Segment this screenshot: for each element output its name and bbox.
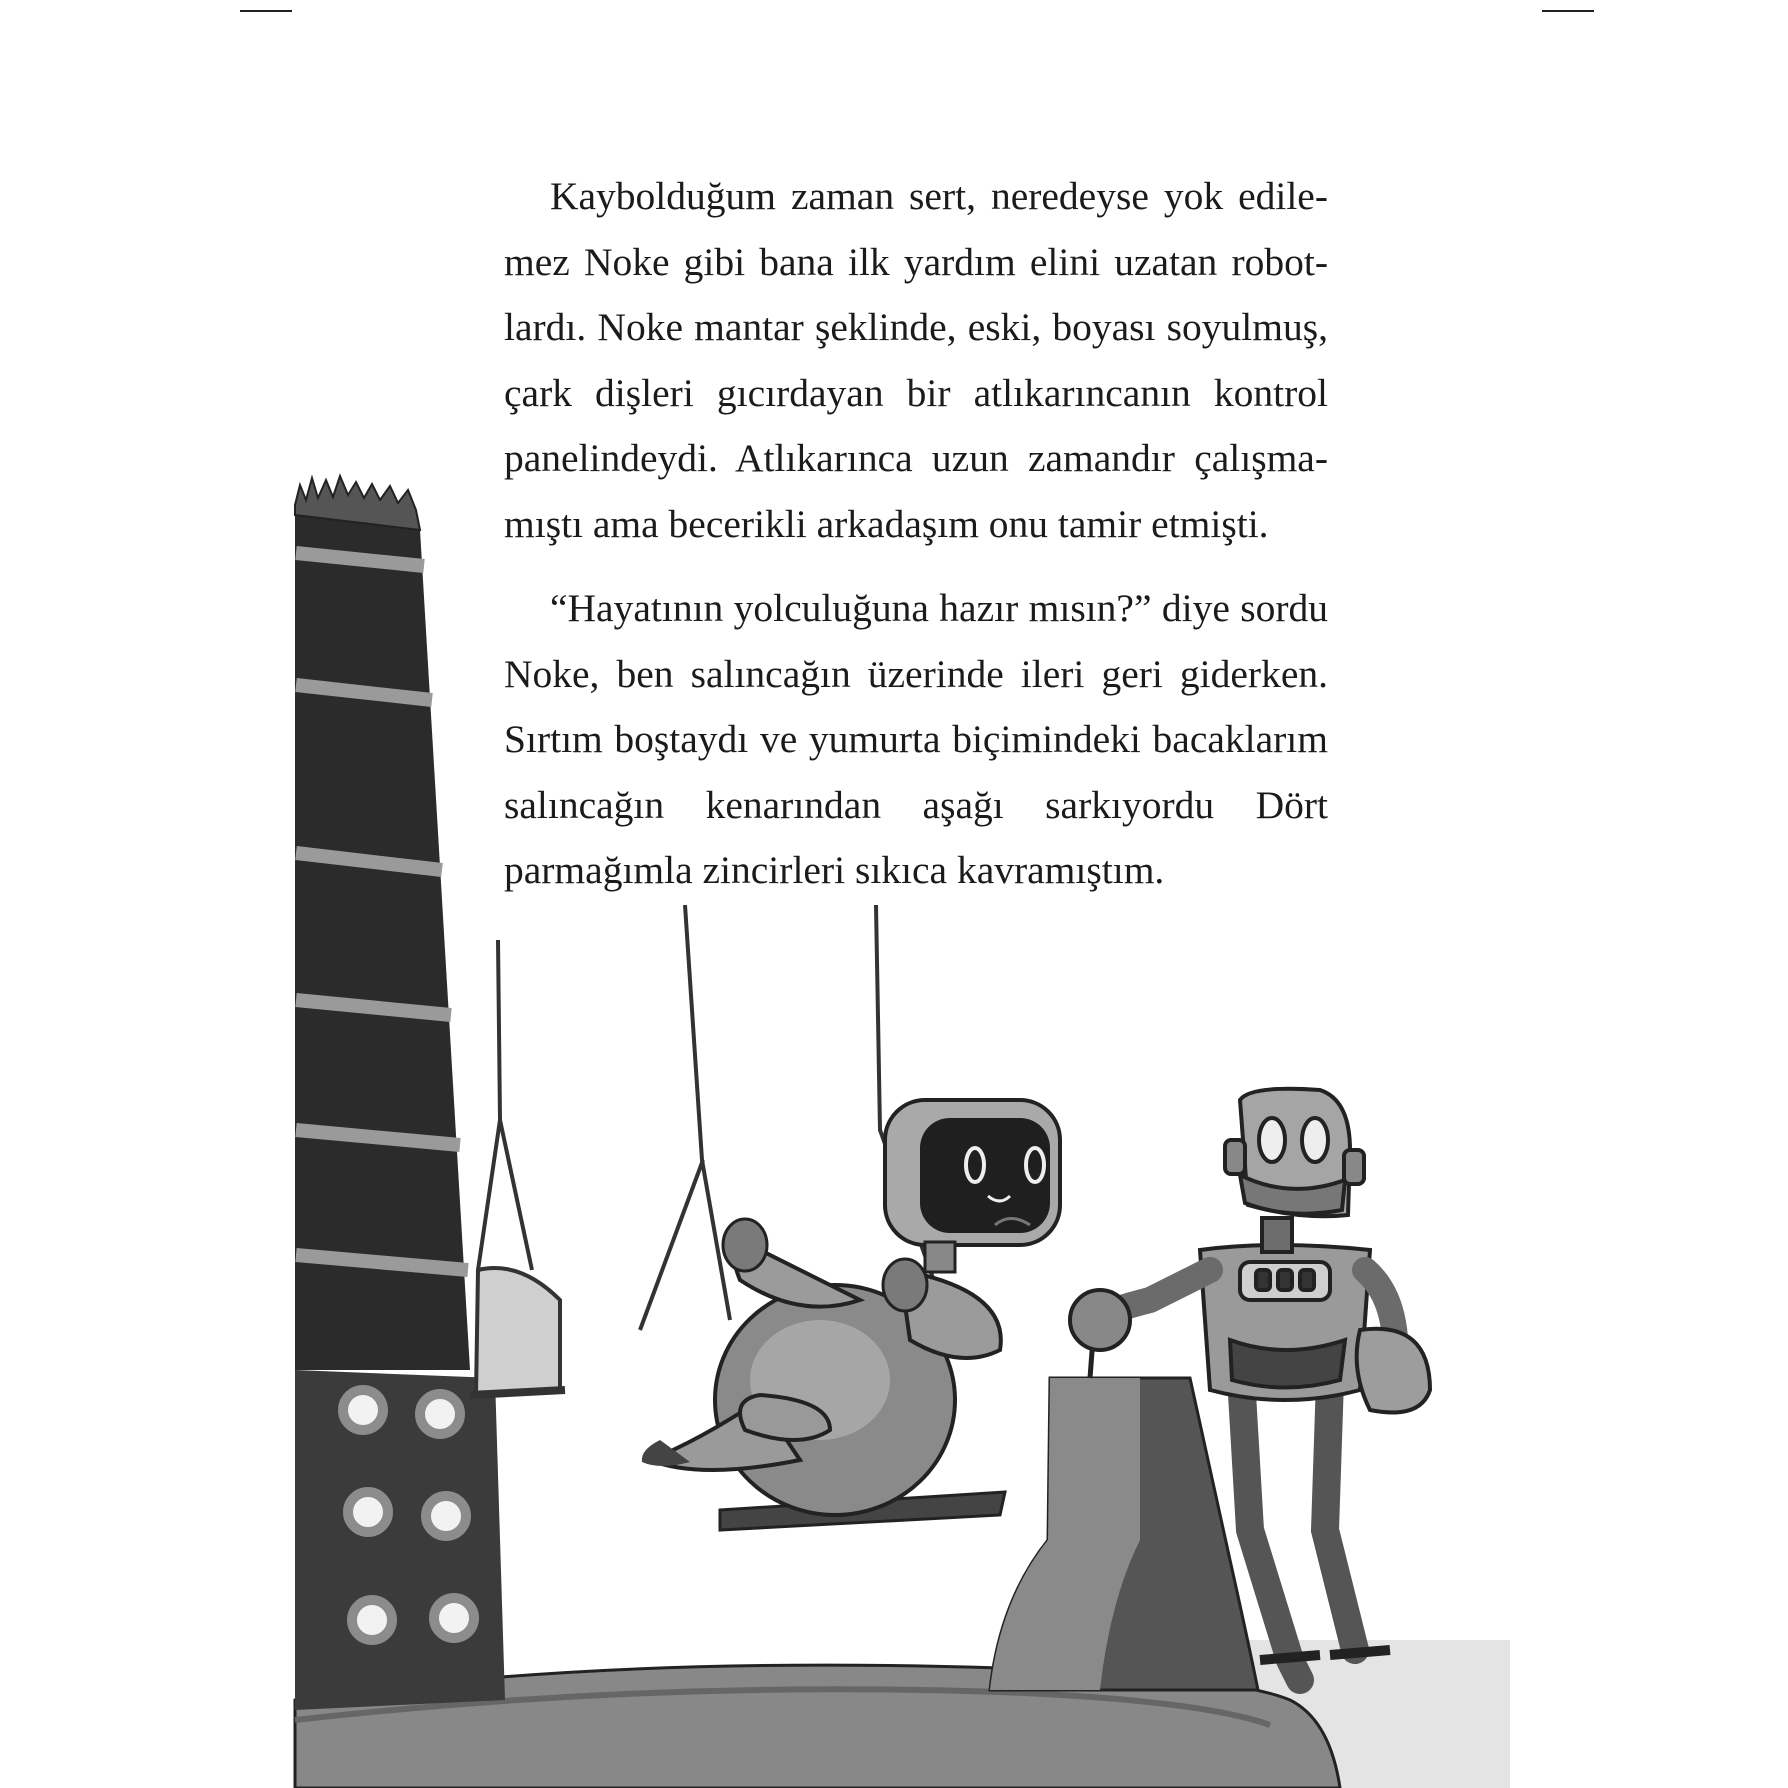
carousel-pole-icon bbox=[295, 476, 505, 1710]
paragraph-1: Kaybolduğum zaman sert, neredeyse yok edilemez Noke gibi bana ilk yardım elini uzatan robotlardı. Noke mantar şeklinde, eski, boyası soyulmuş, çark dişleri gıcırdayan bir atlıkarıncanın kontrol panelindeydi. Atlıkarınca uzun zamandır çalışmamıştı ama becerikli arkadaşım onu tamir etmişti. bbox=[504, 174, 1328, 546]
swing-left-icon bbox=[470, 940, 565, 1395]
paragraph-2: “Hayatının yolculuğuna hazır mısın?” diye sordu Noke, ben salıncağın üzerinde ileri geri giderken. Sırtım boştaydı ve yumurta biçimindeki bacaklarım salıncağın kenarından aşağı sarkıyordu Dört parmağımla zincirleri sıkıca kavramıştım. bbox=[504, 586, 1328, 892]
